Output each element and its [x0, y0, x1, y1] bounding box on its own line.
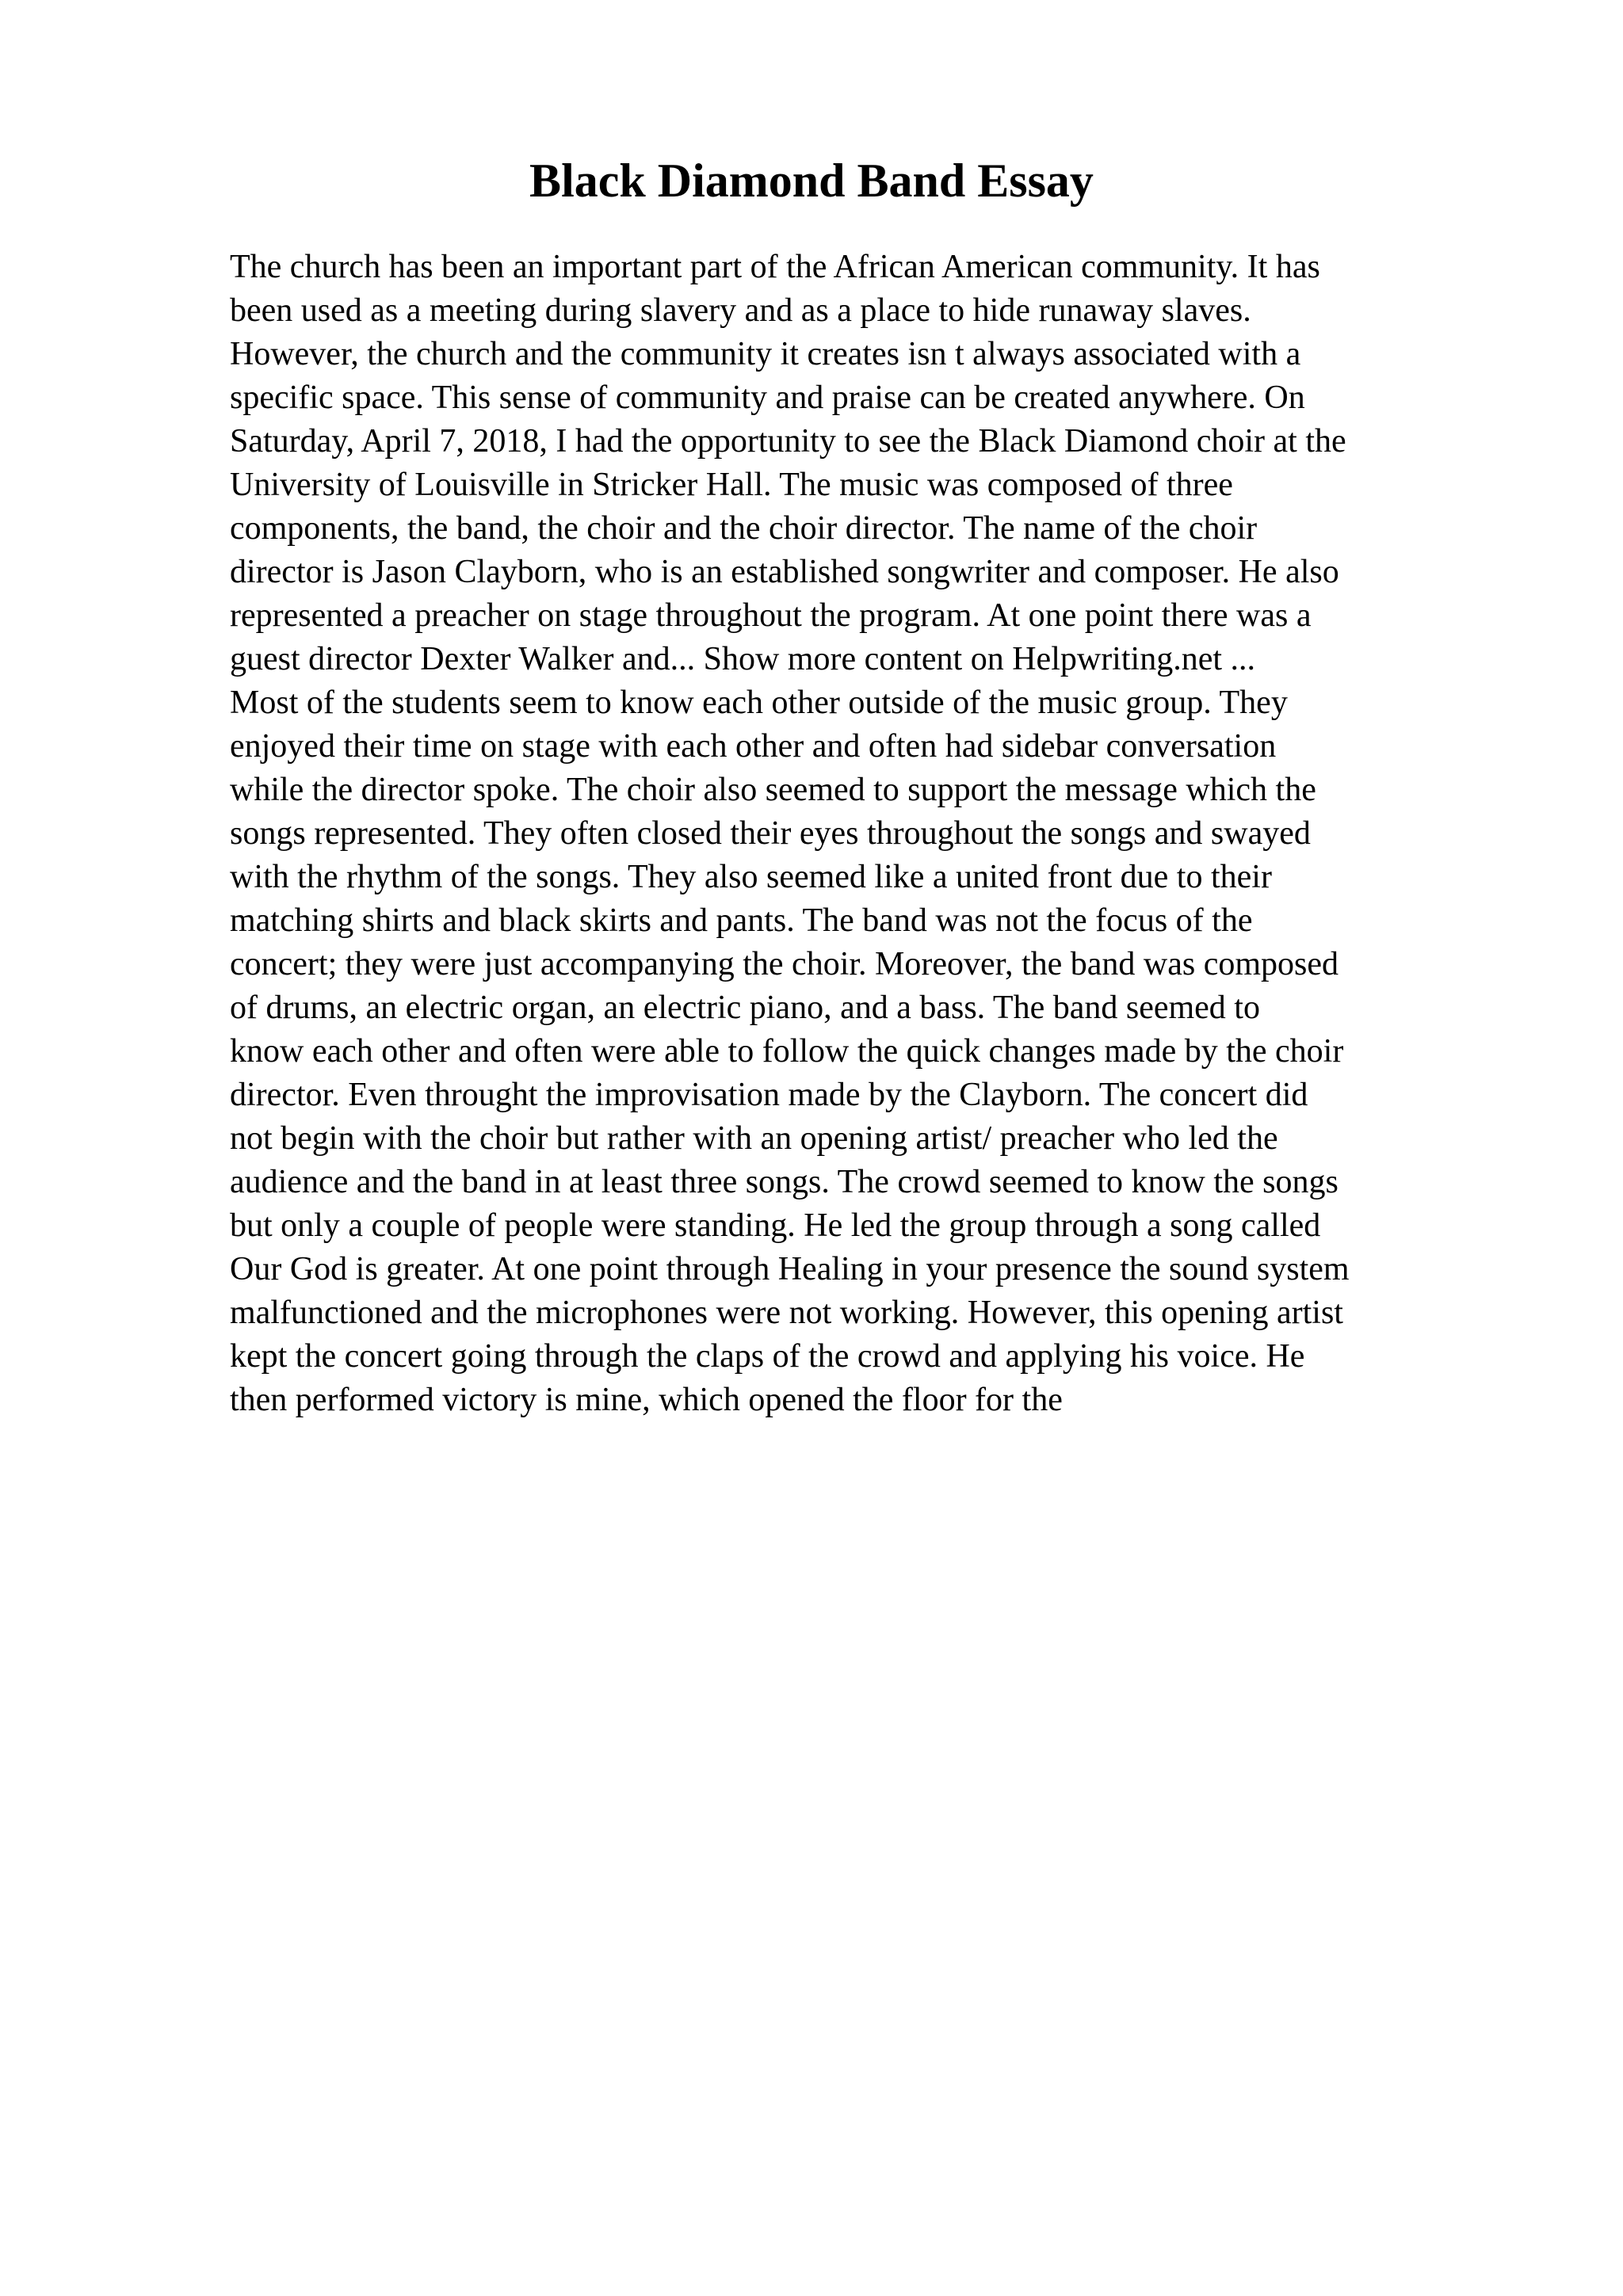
- text-line: matching shirts and black skirts and pants. The band was not the focus of the: [230, 902, 1253, 939]
- text-line: However, the church and the community it creates isn t always associated with a: [230, 336, 1301, 372]
- text-line: specific space. This sense of community and praise can be created anywhere. On: [230, 379, 1305, 416]
- text-line: director is Jason Clayborn, who is an established songwriter and composer. He also: [230, 554, 1339, 590]
- text-line: songs represented. They often closed their eyes throughout the songs and swayed: [230, 815, 1311, 852]
- text-line: malfunctioned and the microphones were not working. However, this opening artist: [230, 1295, 1343, 1331]
- text-line: guest director Dexter Walker and... Show more content on Helpwriting.net ...: [230, 641, 1256, 677]
- document-title: Black Diamond Band Essay: [529, 154, 1094, 207]
- text-line: concert; they were just accompanying the choir. Moreover, the band was composed: [230, 946, 1339, 982]
- text-line: then performed victory is mine, which opened the floor for the: [230, 1382, 1063, 1418]
- text-line: of drums, an electric organ, an electric piano, and a bass. The band seemed to: [230, 990, 1260, 1026]
- text-line: know each other and often were able to follow the quick changes made by the choir: [230, 1033, 1344, 1070]
- text-line: but only a couple of people were standing. He led the group through a song called: [230, 1207, 1321, 1244]
- text-line: not begin with the choir but rather with an opening artist/ preacher who led the: [230, 1120, 1278, 1157]
- text-line: represented a preacher on stage throughout the program. At one point there was a: [230, 597, 1312, 634]
- text-line: enjoyed their time on stage with each other and often had sidebar conversation: [230, 728, 1277, 765]
- text-line: Most of the students seem to know each other outside of the music group. They: [230, 685, 1288, 721]
- text-line: with the rhythm of the songs. They also seemed like a united front due to their: [230, 859, 1272, 895]
- text-line: Our God is greater. At one point through Healing in your presence the sound system: [230, 1251, 1350, 1287]
- text-line: kept the concert going through the claps of the crowd and applying his voice. He: [230, 1338, 1305, 1375]
- text-line: been used as a meeting during slavery and as a place to hide runaway slaves.: [230, 292, 1251, 329]
- text-line: components, the band, the choir and the choir director. The name of the choir: [230, 510, 1258, 547]
- text-line: Saturday, April 7, 2018, I had the opportunity to see the Black Diamond choir at the: [230, 423, 1346, 460]
- essay-body: [230, 246, 1498, 1422]
- text-line: University of Louisville in Stricker Hall. The music was composed of three: [230, 467, 1233, 503]
- text-line: while the director spoke. The choir also seemed to support the message which the: [230, 772, 1316, 808]
- text-line: director. Even throught the improvisation made by the Clayborn. The concert did: [230, 1077, 1308, 1113]
- text-line: audience and the band in at least three songs. The crowd seemed to know the songs: [230, 1164, 1338, 1200]
- text-line: The church has been an important part of the African American community. It has: [230, 249, 1320, 285]
